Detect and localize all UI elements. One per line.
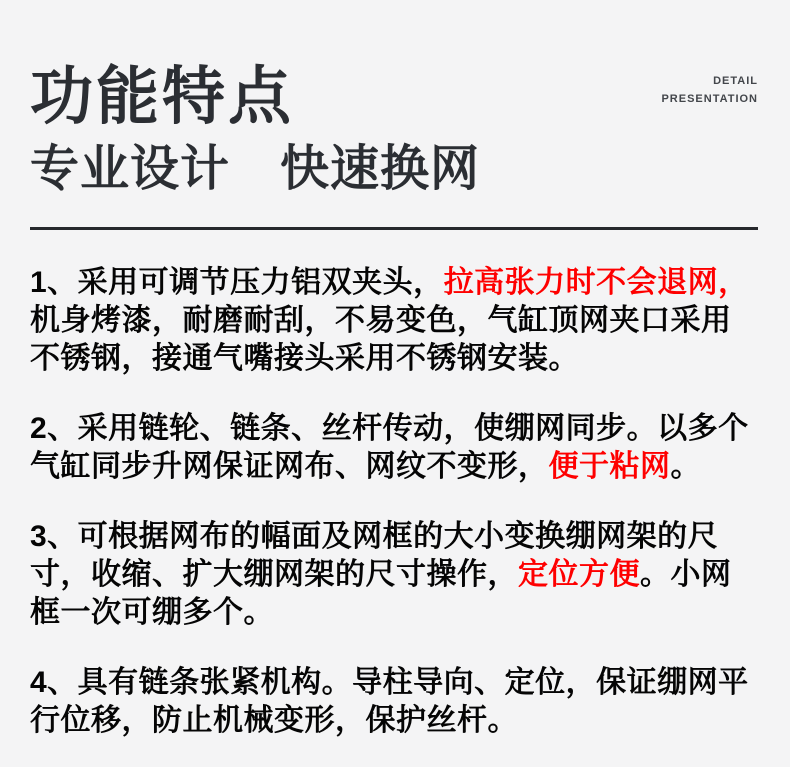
corner-label-line1: DETAIL — [713, 75, 758, 87]
body-text: 机身烤漆，耐磨耐刮，不易变色，气缸顶网夹口采用不锈钢，接通气嘴接头采用不锈钢安装。 — [30, 304, 732, 376]
feature-paragraph-3 — [30, 518, 760, 632]
body-text: 1、采用可调节压力铝双夹头， — [30, 266, 444, 300]
corner-label — [661, 72, 758, 108]
feature-list — [30, 264, 760, 740]
highlighted-text: 便于粘网 — [548, 450, 671, 484]
feature-paragraph-4 — [30, 664, 760, 740]
body-text: 。 — [670, 450, 701, 484]
page-subtitle: 专业设计 快速换网 — [30, 142, 481, 197]
divider-rule — [30, 227, 758, 230]
body-text: 3、可根据网布的幅面及网框的大小变换绷网架的尺寸，收缩、扩大绷网架的尺寸操作， — [30, 520, 719, 592]
highlighted-text: 拉高张力时不会退网， — [443, 266, 749, 300]
corner-label-line2: PRESENTATION — [661, 93, 758, 105]
body-text: 2、采用链轮、链条、丝杆传动，使绷网同步。以多个气缸同步升网保证网布、网纹不变形， — [30, 412, 749, 484]
body-text: 。小网框一次可绷多个。 — [30, 558, 732, 630]
page-title: 功能特点 — [30, 62, 294, 132]
feature-paragraph-2 — [30, 410, 760, 486]
highlighted-text: 定位方便 — [518, 558, 640, 592]
body-text: 4、具有链条张紧机构。导柱导向、定位，保证绷网平行位移，防止机械变形，保护丝杆。 — [30, 666, 749, 738]
feature-paragraph-1 — [30, 264, 760, 378]
